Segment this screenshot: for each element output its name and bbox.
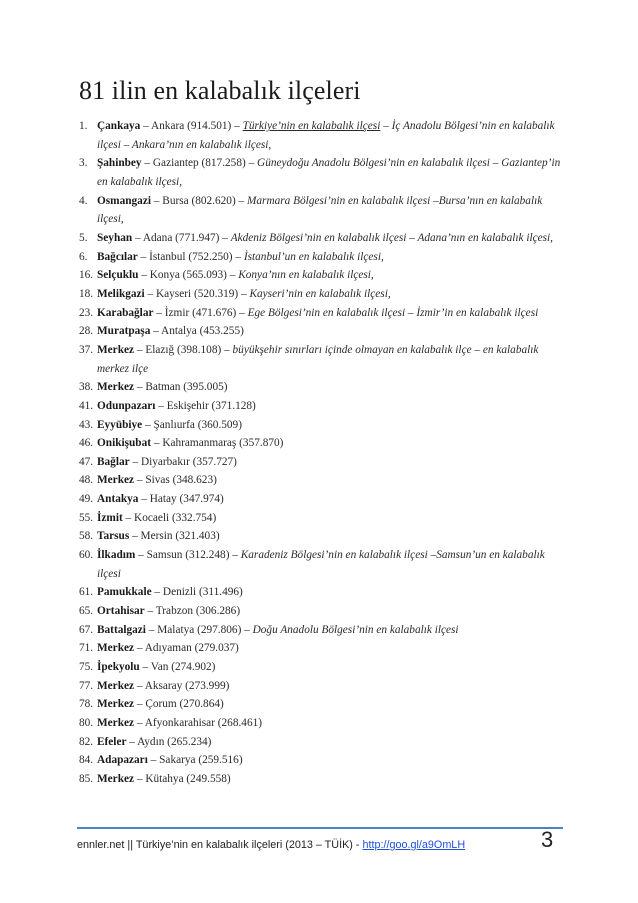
item-number: 60. bbox=[79, 549, 94, 562]
district-name: Selçuklu bbox=[97, 269, 139, 282]
district-name: Odunpazarı bbox=[97, 399, 156, 412]
item-number: 85. bbox=[79, 772, 94, 785]
district-name: Osmangazi bbox=[97, 194, 151, 207]
list-item bbox=[79, 378, 579, 397]
list-item bbox=[79, 229, 579, 248]
district-name: Merkez bbox=[97, 474, 135, 487]
district-name: Adapazarı bbox=[97, 754, 148, 767]
list-item bbox=[79, 509, 579, 528]
list-item bbox=[79, 416, 579, 435]
footer-link[interactable]: http://goo.gl/a9OmLH bbox=[362, 839, 466, 851]
district-detail: – Sivas (348.623) bbox=[134, 474, 217, 487]
list-item bbox=[79, 154, 579, 191]
item-number: 43. bbox=[79, 418, 94, 431]
list-item bbox=[79, 397, 579, 416]
page-number: 3 bbox=[541, 827, 554, 852]
district-detail: – Malatya (297.806) – bbox=[145, 623, 253, 636]
item-number: 49. bbox=[79, 493, 94, 506]
item-number: 78. bbox=[79, 698, 94, 711]
list-item bbox=[79, 490, 579, 509]
district-detail: – Aksaray (273.999) bbox=[134, 679, 230, 692]
list-item bbox=[79, 621, 579, 640]
list-item bbox=[79, 266, 579, 285]
list-item bbox=[79, 453, 579, 472]
list-item bbox=[79, 285, 579, 304]
list-item bbox=[79, 322, 579, 341]
district-detail: – Van (274.902) bbox=[139, 661, 216, 674]
district-note: Karadeniz Bölgesi’nin en kalabalık ilçesi –Samsun’un en kalabalık bbox=[240, 549, 545, 562]
district-note: Doğu Anadolu Bölgesi’nin en kalabalık ilçesi bbox=[252, 623, 459, 636]
district-detail: – Kütahya (249.558) bbox=[134, 772, 231, 785]
district-detail: – Antalya (453.255) bbox=[150, 325, 244, 338]
district-note: – İç Anadolu Bölgesi’nin en kalabalık bbox=[380, 120, 555, 132]
list-item bbox=[79, 695, 579, 714]
list-item bbox=[79, 639, 579, 658]
item-number: 46. bbox=[79, 437, 94, 450]
list-item bbox=[79, 117, 579, 154]
district-detail: – Diyarbakır (357.727) bbox=[129, 455, 237, 468]
district-name: Efeler bbox=[97, 735, 127, 748]
district-note-underlined: Türkiye’nin en kalabalık ilçesi bbox=[242, 120, 381, 132]
district-note-continued: ilçesi, bbox=[97, 213, 124, 226]
district-detail: – Konya (565.093) – bbox=[138, 269, 239, 282]
item-number: 77. bbox=[79, 679, 94, 692]
list-item bbox=[79, 770, 579, 789]
district-name: Melikgazi bbox=[97, 287, 145, 300]
district-list bbox=[79, 117, 579, 789]
district-note-continued: en kalabalık ilçesi, bbox=[97, 175, 183, 188]
district-name: Merkez bbox=[97, 679, 135, 692]
item-number: 23. bbox=[79, 306, 94, 319]
list-item bbox=[79, 192, 579, 229]
item-number: 82. bbox=[79, 735, 94, 748]
district-detail: – Mersin (321.403) bbox=[129, 530, 220, 543]
district-name: Bağlar bbox=[97, 455, 130, 468]
district-detail: – İzmir (471.676) – bbox=[153, 306, 248, 319]
district-note: Konya’nın en kalabalık ilçesi, bbox=[238, 269, 374, 282]
list-item bbox=[79, 714, 579, 733]
footer-divider bbox=[77, 827, 563, 829]
list-item bbox=[79, 658, 579, 677]
district-name: Onikişubat bbox=[97, 437, 152, 450]
district-name: Şahinbey bbox=[97, 157, 142, 170]
item-number: 6. bbox=[79, 250, 88, 263]
list-item bbox=[79, 471, 579, 490]
district-detail: – Ankara (914.501) – bbox=[140, 120, 243, 132]
item-number: 5. bbox=[79, 231, 88, 244]
district-detail: – Bursa (802.620) – bbox=[150, 194, 247, 207]
district-name: İzmit bbox=[97, 511, 123, 524]
district-detail: – Kocaeli (332.754) bbox=[122, 511, 217, 524]
district-detail: – Şanlıurfa (360.509) bbox=[142, 418, 242, 431]
item-number: 48. bbox=[79, 474, 94, 487]
item-number: 47. bbox=[79, 455, 94, 468]
list-item bbox=[79, 677, 579, 696]
item-number: 58. bbox=[79, 530, 94, 543]
list-item bbox=[79, 341, 579, 378]
district-name: İlkadım bbox=[97, 549, 136, 562]
item-number: 67. bbox=[79, 623, 94, 636]
list-item bbox=[79, 751, 579, 770]
district-note: Marmara Bölgesi’nin en kalabalık ilçesi –Bursa’nın en kalabalık bbox=[247, 194, 543, 207]
district-name: Merkez bbox=[97, 642, 135, 655]
district-name: Bağcılar bbox=[97, 250, 138, 263]
footer-text bbox=[77, 839, 465, 851]
district-detail: – Denizli (311.496) bbox=[151, 586, 243, 599]
district-detail: – Afyonkarahisar (268.461) bbox=[134, 717, 263, 729]
item-number: 84. bbox=[79, 754, 94, 767]
item-number: 55. bbox=[79, 511, 94, 524]
district-name: Antakya bbox=[97, 493, 139, 506]
footer-caption: ennler.net || Türkiye’nin en kalabalık ilçeleri (2013 – TÜİK) - bbox=[77, 839, 363, 851]
list-item bbox=[79, 527, 579, 546]
district-name: Battalgazi bbox=[97, 623, 146, 636]
district-note: Ege Bölgesi’nin en kalabalık ilçesi – İzmir’in en kalabalık ilçesi bbox=[247, 306, 539, 319]
district-detail: – Kahramanmaraş (357.870) bbox=[151, 437, 284, 450]
district-name: Tarsus bbox=[97, 530, 130, 543]
list-item bbox=[79, 733, 579, 752]
district-detail: – Elazığ (398.108) – bbox=[134, 343, 233, 356]
list-item bbox=[79, 434, 579, 453]
district-detail: – İstanbul (752.250) – bbox=[137, 250, 244, 263]
district-note-continued: ilçesi bbox=[97, 567, 121, 580]
item-number: 71. bbox=[79, 642, 94, 655]
district-detail: – Gaziantep (817.258) – bbox=[141, 157, 258, 170]
district-detail: – Trabzon (306.286) bbox=[144, 605, 241, 618]
list-item bbox=[79, 583, 579, 602]
district-detail: – Aydın (265.234) bbox=[126, 735, 212, 748]
item-number: 75. bbox=[79, 661, 94, 674]
district-name: Ortahisar bbox=[97, 605, 145, 618]
district-note-continued: merkez ilçe bbox=[97, 362, 149, 375]
item-number: 65. bbox=[79, 605, 94, 618]
district-detail: – Çorum (270.864) bbox=[134, 698, 224, 711]
list-item bbox=[79, 304, 579, 323]
list-item bbox=[79, 248, 579, 267]
item-number: 16. bbox=[79, 269, 94, 282]
district-name: Merkez bbox=[97, 717, 135, 729]
item-number: 4. bbox=[79, 194, 88, 207]
district-name: Çankaya bbox=[97, 120, 141, 132]
district-note: büyükşehir sınırları içinde olmayan en kalabalık ilçe – en kalabalık bbox=[232, 343, 539, 356]
item-number: 28. bbox=[79, 325, 94, 338]
district-detail: – Adıyaman (279.037) bbox=[134, 642, 239, 655]
district-name: Karabağlar bbox=[97, 306, 154, 319]
district-name: Merkez bbox=[97, 343, 135, 356]
page-title: 81 ilin en kalabalık ilçeleri bbox=[79, 76, 361, 105]
district-detail: – Samsun (312.248) – bbox=[135, 549, 241, 562]
list-item bbox=[79, 602, 579, 621]
item-number: 61. bbox=[79, 586, 94, 599]
district-detail: – Eskişehir (371.128) bbox=[155, 399, 256, 412]
district-note: Akdeniz Bölgesi’nin en kalabalık ilçesi – Adana’nın en kalabalık ilçesi, bbox=[230, 231, 554, 244]
item-number: 38. bbox=[79, 381, 94, 394]
item-number: 80. bbox=[79, 717, 94, 729]
district-detail: – Batman (395.005) bbox=[134, 381, 228, 394]
district-note: İstanbul’un en kalabalık ilçesi, bbox=[243, 250, 384, 263]
district-name: Pamukkale bbox=[97, 586, 152, 599]
district-name: Merkez bbox=[97, 772, 135, 785]
district-note: Kayseri’nin en kalabalık ilçesi, bbox=[249, 287, 391, 300]
district-name: Eyyübiye bbox=[97, 418, 143, 431]
item-number: 3. bbox=[79, 157, 88, 170]
district-name: Merkez bbox=[97, 381, 135, 394]
district-name: Muratpaşa bbox=[97, 325, 151, 338]
district-detail: – Hatay (347.974) bbox=[138, 493, 224, 506]
district-detail: – Adana (771.947) – bbox=[132, 231, 231, 244]
district-name: Merkez bbox=[97, 698, 135, 711]
district-note-continued: ilçesi – Ankara’nın en kalabalık ilçesi, bbox=[97, 138, 272, 151]
item-number: 1. bbox=[79, 120, 88, 132]
district-note: Güneydoğu Anadolu Bölgesi’nin en kalabalık ilçesi – Gaziantep’in bbox=[257, 157, 561, 170]
item-number: 37. bbox=[79, 343, 94, 356]
district-name: Seyhan bbox=[97, 231, 133, 244]
item-number: 18. bbox=[79, 287, 94, 300]
district-name: İpekyolu bbox=[97, 661, 140, 674]
district-detail: – Kayseri (520.319) – bbox=[144, 287, 250, 300]
district-detail: – Sakarya (259.516) bbox=[147, 754, 243, 767]
item-number: 41. bbox=[79, 399, 94, 412]
list-item bbox=[79, 546, 579, 583]
